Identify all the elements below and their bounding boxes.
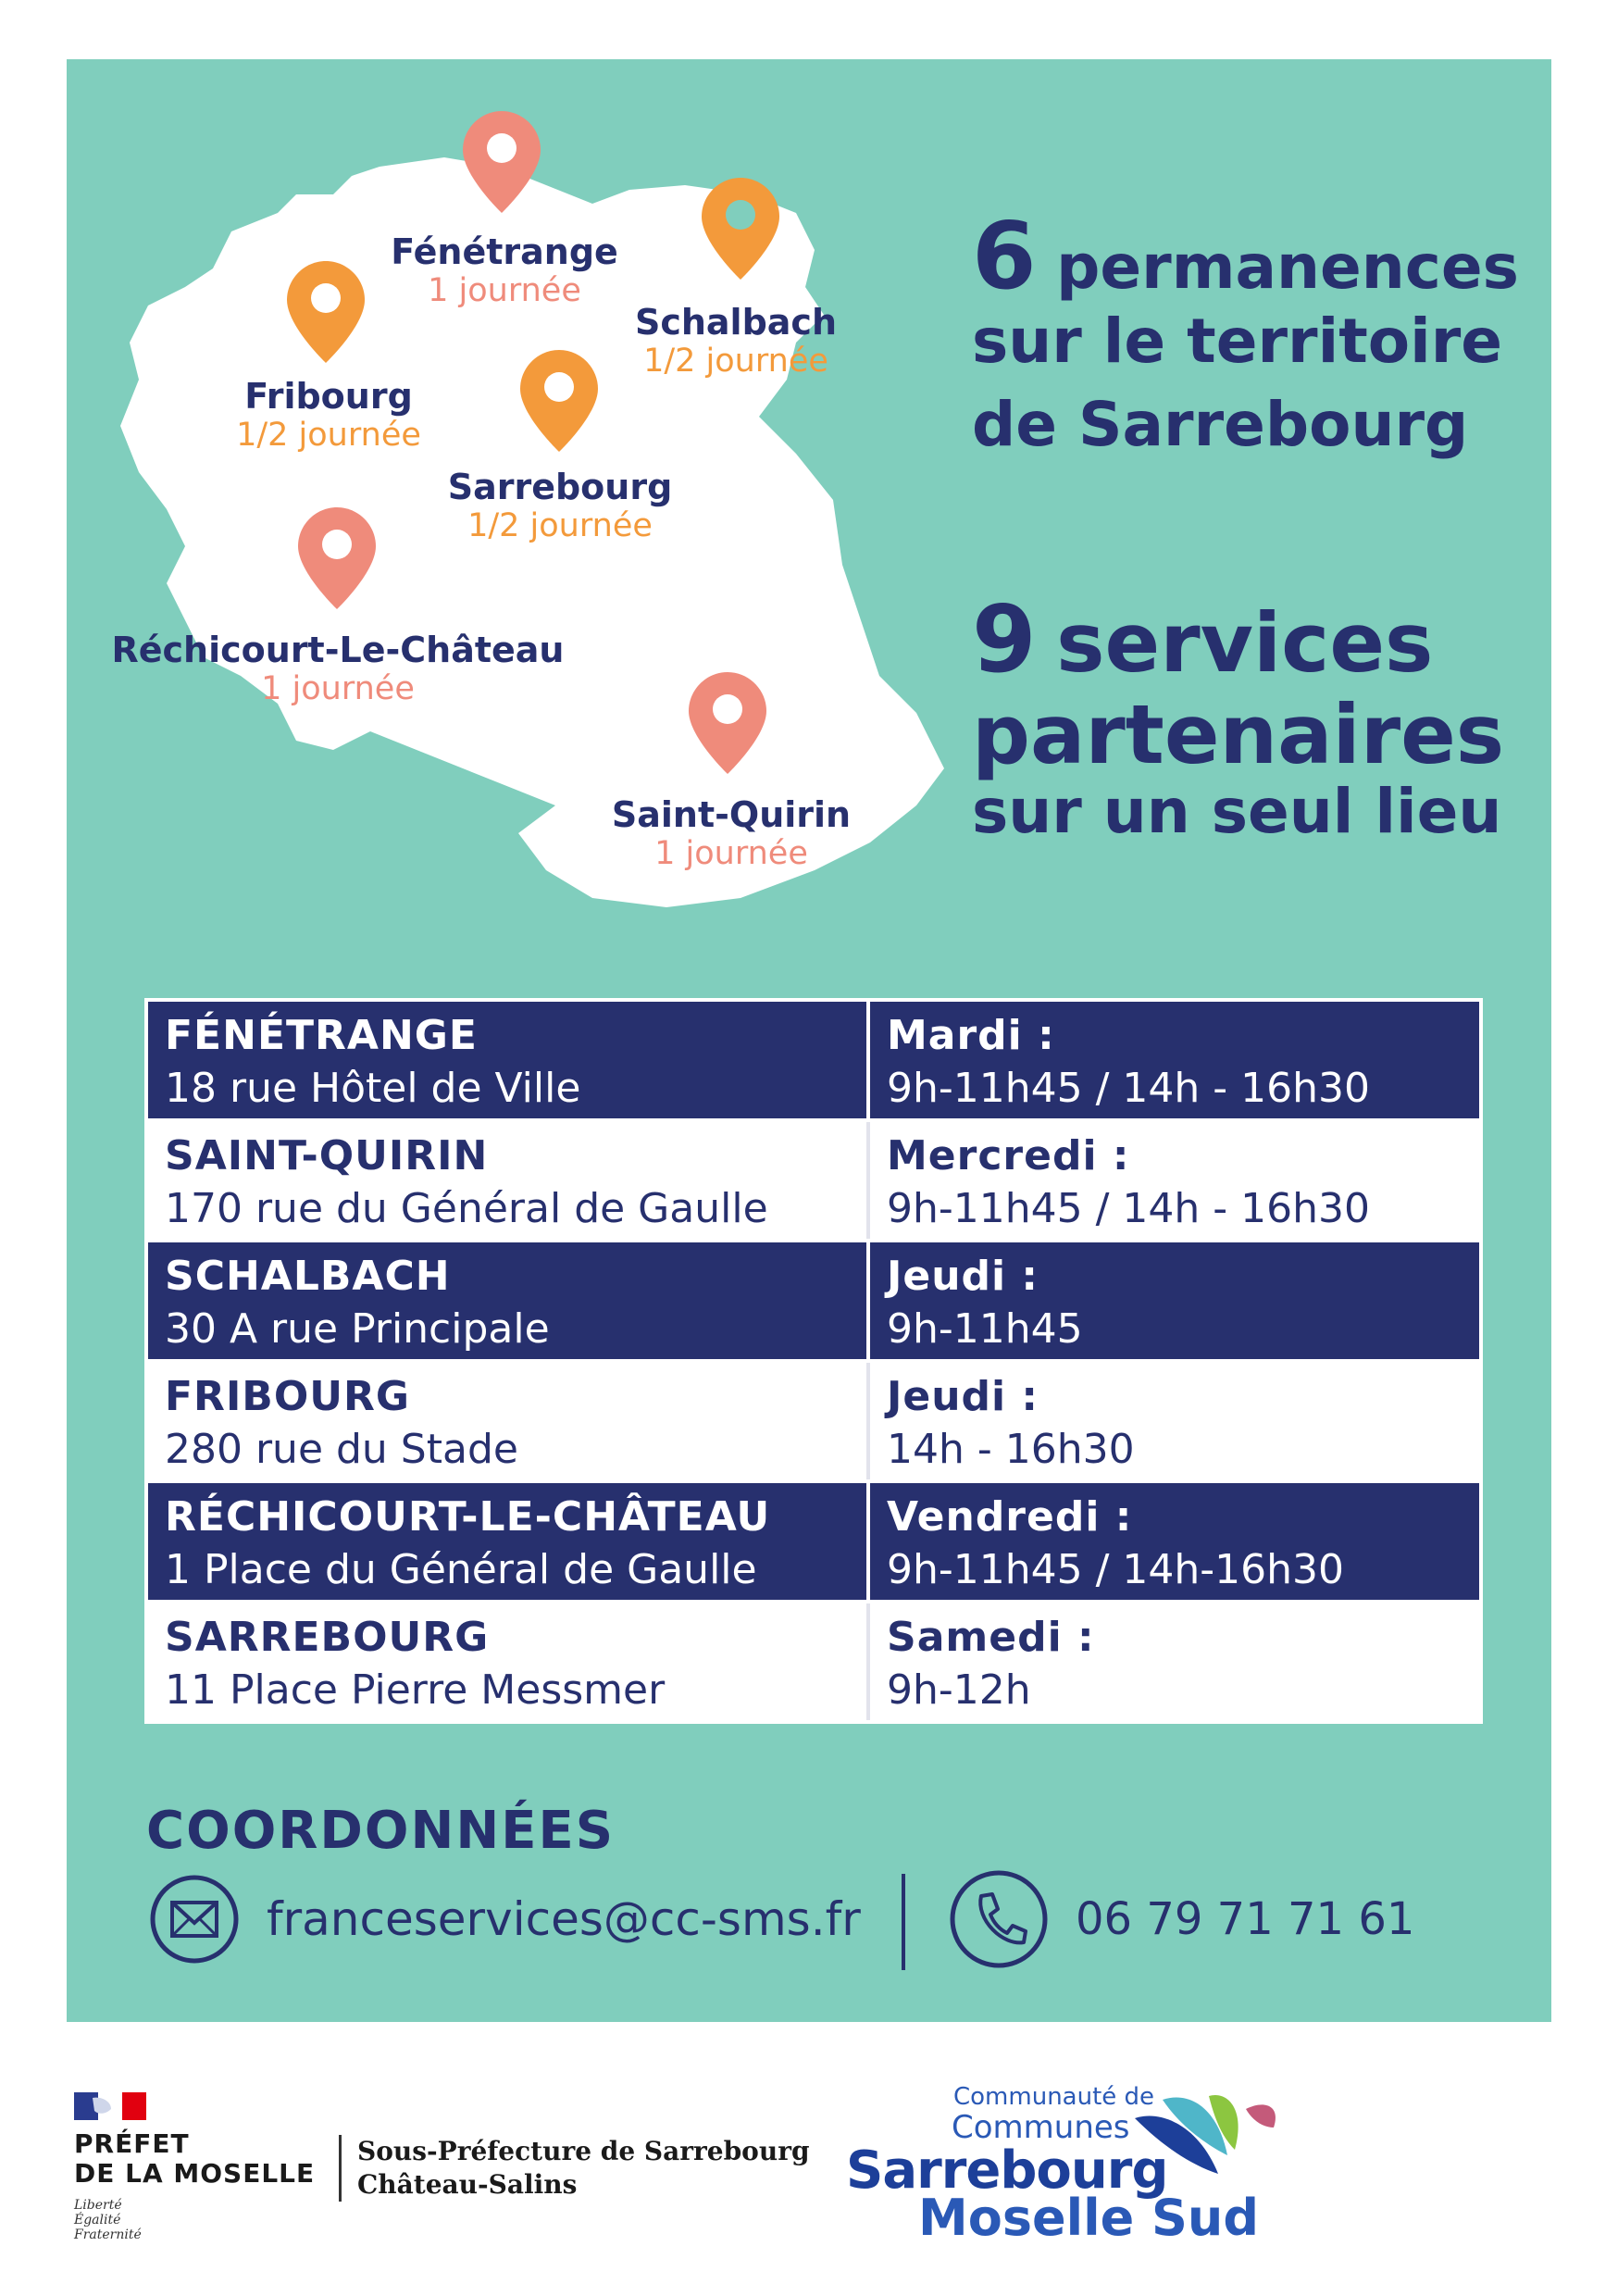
town-name: RÉCHICOURT-LE-CHÂTEAU (165, 1493, 771, 1541)
hours-label: 9h-11h45 / 14h - 16h30 (887, 1185, 1371, 1232)
headline-text: partenaires (972, 687, 1505, 782)
table-cell-location (148, 1603, 870, 1720)
place-name: Réchicourt-Le-Château (111, 630, 565, 670)
headline-services (972, 585, 1433, 693)
headline-text: services (1056, 595, 1434, 691)
table-cell-time (870, 1002, 1479, 1118)
headline-number: 6 (972, 202, 1037, 310)
place-name: Saint-Quirin (611, 794, 852, 835)
phone-icon (948, 1868, 1050, 1970)
day-label: Mercredi : (887, 1132, 1130, 1179)
place-saint-quirin (611, 794, 852, 872)
headline-number: 9 (972, 585, 1037, 693)
footer-divider (339, 2135, 342, 2202)
town-address: 170 rue du Général de Gaulle (165, 1185, 768, 1232)
day-label: Vendredi : (887, 1493, 1133, 1541)
hours-label: 9h-11h45 / 14h - 16h30 (887, 1065, 1371, 1112)
table-cell-location (148, 1483, 870, 1600)
email-contact[interactable] (148, 1868, 861, 1970)
contact-title: COORDONNÉES (146, 1801, 616, 1861)
town-name: SAINT-QUIRIN (165, 1132, 489, 1179)
prefet-line: PRÉFET (74, 2128, 190, 2159)
leaf-logo-icon (1126, 2090, 1283, 2192)
cc-logo-line: Communes (952, 2109, 1130, 2146)
place-duration: 1 journée (654, 835, 808, 872)
location-pin-icon (287, 261, 365, 363)
day-label: Mardi : (887, 1012, 1055, 1059)
headline-text: permanences (1056, 231, 1519, 303)
town-address: 11 Place Pierre Messmer (165, 1666, 666, 1714)
hours-label: 9h-11h45 / 14h-16h30 (887, 1546, 1345, 1593)
table-cell-location (148, 1122, 870, 1239)
phone-number[interactable]: 06 79 71 71 61 (1076, 1893, 1415, 1945)
day-label: Samedi : (887, 1614, 1095, 1661)
contact-divider (902, 1874, 905, 1970)
table-cell-location (148, 1363, 870, 1479)
prefet-title (74, 2129, 315, 2189)
location-pin-icon (520, 350, 598, 452)
place-duration: 1 journée (428, 272, 581, 309)
table-cell-location (148, 1002, 870, 1118)
table-cell-location (148, 1242, 870, 1359)
town-address: 18 rue Hôtel de Ville (165, 1065, 581, 1112)
envelope-icon (148, 1873, 241, 1965)
table-row (148, 1363, 1479, 1483)
table-row (148, 1002, 1479, 1122)
schedule-table (144, 998, 1483, 1724)
place-name: Sarrebourg (447, 467, 673, 507)
table-row (148, 1242, 1479, 1363)
place-name: Schalbach (634, 302, 838, 343)
republic-motto (74, 2198, 315, 2242)
sous-prefecture-line: Château-Salins (357, 2169, 578, 2200)
town-name: SARREBOURG (165, 1614, 490, 1661)
table-cell-time (870, 1242, 1479, 1359)
place-duration: 1 journée (261, 670, 415, 707)
location-pin-icon (463, 111, 541, 213)
place-duration: 1/2 journée (467, 507, 653, 544)
table-cell-time (870, 1603, 1479, 1720)
table-cell-time (870, 1363, 1479, 1479)
cc-logo-line: Moselle Sud (918, 2189, 1260, 2247)
marianne-flag-icon (74, 2092, 146, 2120)
place-sarrebourg (444, 467, 676, 544)
place-schalbach (629, 302, 842, 380)
location-pin-icon (689, 672, 766, 774)
place-name: Fribourg (244, 376, 413, 417)
prefet-line: DE LA MOSELLE (74, 2158, 316, 2189)
cc-logo-line: Sarrebourg (846, 2140, 1168, 2201)
phone-contact[interactable] (948, 1868, 1414, 1970)
town-address: 30 A rue Principale (165, 1305, 550, 1353)
prefet-logo (74, 2092, 315, 2242)
hours-label: 9h-11h45 (887, 1305, 1083, 1353)
sous-prefecture-line: Sous-Préfecture de Sarrebourg (357, 2136, 810, 2166)
headline-text: de Sarrebourg (972, 389, 1469, 460)
town-name: SCHALBACH (165, 1253, 451, 1300)
location-pin-icon (702, 178, 779, 280)
place-fribourg (213, 376, 444, 454)
town-name: FRIBOURG (165, 1373, 410, 1420)
location-pin-icon (298, 507, 376, 609)
headline-permanences (972, 202, 1519, 310)
town-name: FÉNÉTRANGE (165, 1012, 478, 1059)
place-rechicourt (111, 630, 565, 707)
table-row (148, 1122, 1479, 1242)
place-fenetrange (389, 231, 620, 309)
place-duration: 1/2 journée (236, 417, 421, 454)
table-cell-time (870, 1122, 1479, 1239)
email-link[interactable]: franceservices@cc-sms.fr (267, 1892, 861, 1946)
table-cell-time (870, 1483, 1479, 1600)
cc-logo-line: Communauté de (953, 2083, 1155, 2111)
town-address: 1 Place du Général de Gaulle (165, 1546, 757, 1593)
place-duration: 1/2 journée (643, 343, 828, 380)
day-label: Jeudi : (887, 1253, 1039, 1300)
hours-label: 9h-12h (887, 1666, 1031, 1714)
day-label: Jeudi : (887, 1373, 1039, 1420)
hours-label: 14h - 16h30 (887, 1426, 1135, 1473)
table-row (148, 1483, 1479, 1603)
headline-text: sur le territoire (972, 306, 1503, 377)
table-row (148, 1603, 1479, 1720)
town-address: 280 rue du Stade (165, 1426, 518, 1473)
sous-prefecture (357, 2135, 810, 2202)
motto-line: Égalité (74, 2213, 121, 2227)
motto-line: Fraternité (74, 2227, 142, 2242)
place-name: Fénétrange (391, 231, 618, 272)
headline-text: sur un seul lieu (972, 776, 1502, 847)
motto-line: Liberté (74, 2198, 122, 2213)
